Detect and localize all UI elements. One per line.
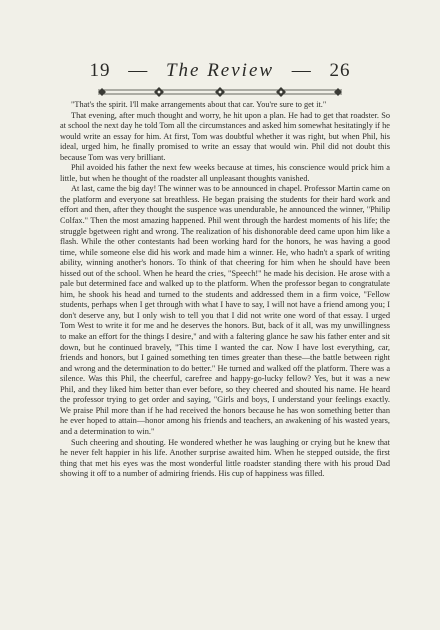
header-title: The Review	[165, 60, 275, 81]
paragraph-1: "That's the spirit. I'll make arrangements about that car. You're sure to get it."	[71, 100, 327, 109]
paragraph-4: At last, came the big day! The winner was to be announced in chapel. Professor Martin came on the platform and everyone sat breathless. He began praising the students for their hard work and effort and then, after they thought the suspence was unendurable, he announced the winner, "Philip Colfax." Then the most amazing happened. Phil went through the hardest moments of his life; the struggle bgetween right and wrong. The realization of his dishonorable deed came upon him like a flash. While the other contestants had been working hard for the honors, he was having a good time, while someone else did his work and made him a winner. He, who hadn't a spark of writing ability, winning another's honors. To think of that cheering for him when he should have been hissed out of the school. When he heard the cries, "Speech!" he made his decision. He arose with a pale but determined face and walked up to the platform. When the professor began to congratulate him, he shook his head and turned to the students and addressed them in a firm voice, "Fellow students, perhaps when I get through with what I have to say, I will not have a friend among you; I don't deserve any, but I only wish to tell you that I did not write one word of that essay. I urged Tom West to write it for me and he deserves the honors. But, back of it all, was my unwillingness to make an effort for the things I desire," and with a faltering glance he saw his father enter and sit down, but he continued bravely, "This time I wanted the car. Now I have lost everything, car, friends and honors, but I gained something ten times greater than these—the battle between right and wrong and the determination to do better." He turned and walked off the platform. There was a silence. Was this Phil, the cheerful, carefree and happy-go-lucky fellow? Yes, but it was a new Phil, and they liked him better than ever before, so they cheered and shouted his name. He heard the professor trying to get order and saying, "Girls and boys, I understand your feelings exactly. We praise Phil more than if he had received the honors because he has won something better than he ever hoped to attain—honor among his friends and teachers, an awakening of his wasted years, and a determination to win."	[60, 184, 390, 436]
paragraph-3: Phil avoided his father the next few weeks because at times, his conscience would prick him a little, but when he thought of the roadster all unpleasant thoughts vanished.	[60, 163, 390, 183]
story-body	[60, 100, 390, 480]
header-page-right: 26	[329, 60, 351, 81]
header-dash-left: —	[128, 60, 149, 81]
running-header	[0, 60, 440, 82]
paragraph-2: That evening, after much thought and worry, he hit upon a plan. He had to get that roadster. So at school the next day he told Tom all the circumstances and asked him somewhat hesitatingly if he would write an essay for him. At first, Tom was doubtful whether it was right, but when Phil, his ideal, urged him, he finally promised to write an essay that would win. Phil did not doubt this because Tom was very brilliant.	[60, 110, 390, 162]
header-page-left: 19	[89, 60, 111, 81]
header-dash-right: —	[291, 60, 312, 81]
ornamental-rule-divider	[98, 86, 342, 98]
paragraph-5: Such cheering and shouting. He wondered whether he was laughing or crying but he knew that he never felt happier in his life. Another surprise awaited him. When he stepped outside, the first thing that met his eyes was the most wonderful little roadster standing there with his proud Dad showing it off to a number of admiring friends. His cup of happiness was filled.	[60, 437, 390, 479]
